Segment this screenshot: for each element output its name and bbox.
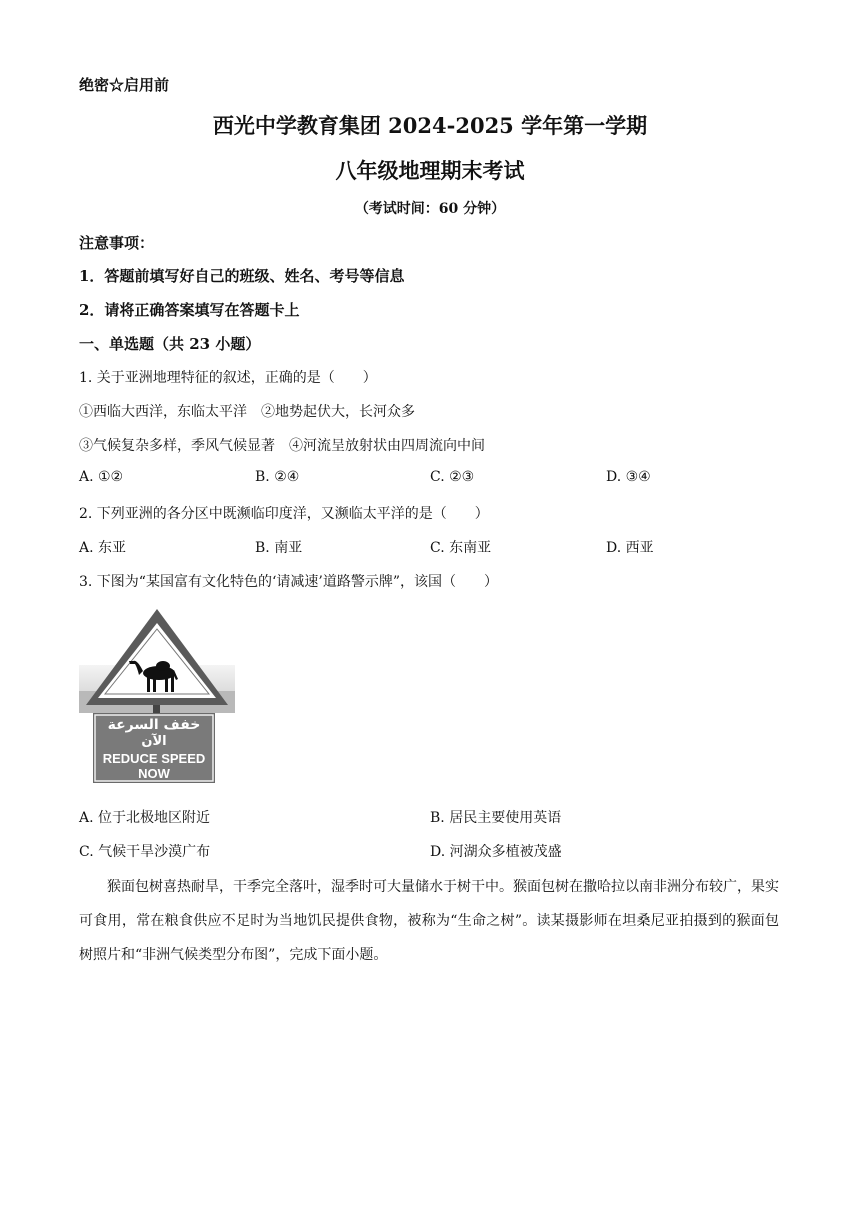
exam-title: 西光中学教育集团 2024-2025 学年第一学期 bbox=[212, 113, 648, 138]
question-3-option-a: A. 位于北极地区附近 bbox=[79, 810, 211, 826]
sign-english-line-2: NOW bbox=[138, 766, 170, 781]
question-3-stem: 3. 下图为“某国富有文化特色的‘请减速’道路警示牌”，该国（ ） bbox=[79, 574, 499, 590]
sign-arabic-line-2: الآن bbox=[141, 734, 167, 749]
sign-english-line-1: REDUCE SPEED bbox=[102, 751, 206, 766]
question-3-option-c: C. 气候干旱沙漠广布 bbox=[79, 844, 211, 860]
question-1-stem: 1. 关于亚洲地理特征的叙述，正确的是（ ） bbox=[79, 370, 377, 386]
section-heading: 一、单选题（共 23 小题） bbox=[79, 335, 261, 353]
question-1-option-a: A. ①② bbox=[79, 469, 124, 485]
question-1-option-c: C. ②③ bbox=[430, 469, 475, 485]
road-sign-image bbox=[79, 603, 235, 787]
question-3-option-b: B. 居民主要使用英语 bbox=[430, 810, 562, 826]
question-2-option-b: B. 南亚 bbox=[255, 540, 303, 556]
sign-arabic-line-1: خفف السرعة bbox=[107, 717, 201, 733]
question-1-option-d: D. ③④ bbox=[606, 469, 651, 485]
question-2-option-a: A. 东亚 bbox=[79, 540, 127, 556]
question-3-option-d: D. 河湖众多植被茂盛 bbox=[430, 844, 562, 860]
question-1-option-b: B. ②④ bbox=[255, 469, 300, 485]
confidential-label: 绝密☆启用前 bbox=[79, 76, 170, 94]
reading-passage: 猴面包树喜热耐旱，干季完全落叶，湿季时可大量储水于树干中。猴面包树在撒哈拉以南非洲分布较广，果实可食用，常在粮食供应不足时为当地饥民提供食物，被称为“生命之树”。读某摄影师在坦桑尼亚拍摄到的猴面包树照片和“非洲气候类型分布图”，完成下面小题。 bbox=[79, 879, 779, 963]
exam-time: （考试时间：60 分钟） bbox=[354, 201, 506, 217]
question-1-statement-1: ①西临大西洋，东临太平洋 ②地势起伏大，长河众多 bbox=[79, 404, 415, 420]
exam-subtitle: 八年级地理期末考试 bbox=[335, 158, 525, 183]
question-1-statement-2: ③气候复杂多样，季风气候显著 ④河流呈放射状由四周流向中间 bbox=[79, 438, 485, 454]
notice-heading: 注意事项： bbox=[79, 234, 155, 252]
notice-item-2: 2．请将正确答案填写在答题卡上 bbox=[79, 301, 300, 319]
question-2-option-c: C. 东南亚 bbox=[430, 540, 492, 556]
question-2-stem: 2. 下列亚洲的各分区中既濒临印度洋，又濒临太平洋的是（ ） bbox=[79, 506, 489, 522]
notice-item-1: 1．答题前填写好自己的班级、姓名、考号等信息 bbox=[79, 267, 405, 285]
question-2-option-d: D. 西亚 bbox=[606, 540, 654, 556]
